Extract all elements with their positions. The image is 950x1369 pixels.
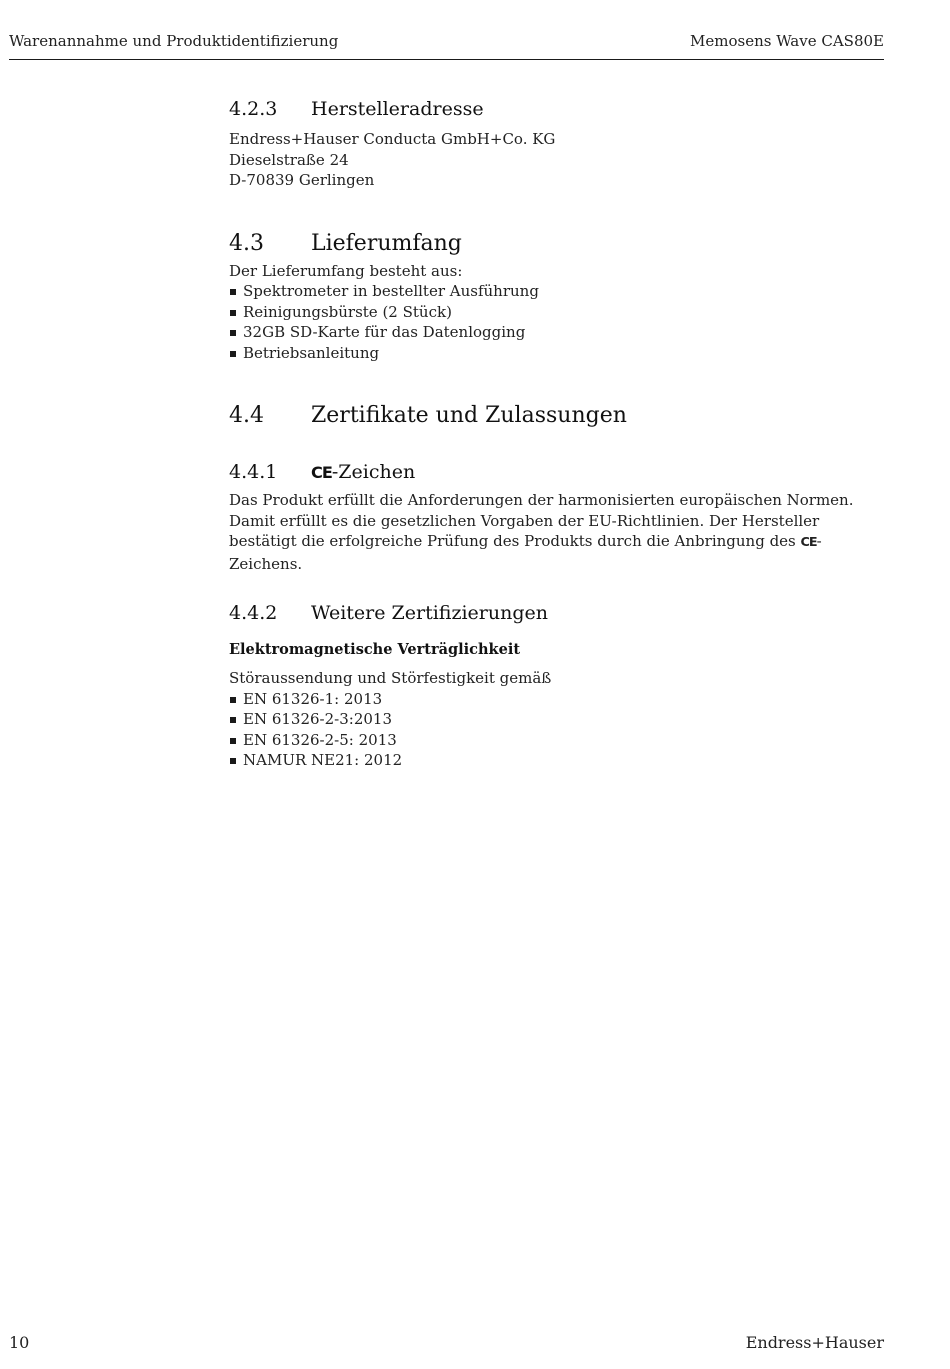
- footer-brand: Endress+Hauser: [745, 1333, 884, 1352]
- address-line-street: Dieselstraße 24: [229, 150, 349, 169]
- list-item: Spektrometer in bestellter Ausführung: [229, 281, 884, 302]
- ce-mark-icon: CE: [800, 535, 817, 550]
- standards-list: [229, 689, 884, 771]
- ce-mark-icon: CE: [311, 463, 332, 482]
- list-item: Betriebsanleitung: [229, 343, 884, 364]
- address-line-company: Endress+Hauser Conducta GmbH+Co. KG: [229, 130, 556, 148]
- subheading-emc: Elektromagnetische Verträglichkeit: [229, 641, 521, 658]
- section-heading-4-2-3: [229, 96, 884, 122]
- header-chapter-title: Warenannahme und Produktidentifizierung: [9, 32, 339, 50]
- section-number: 4.4.2: [229, 602, 278, 624]
- ce-paragraph-end: -Zeichens.: [229, 532, 822, 573]
- section-heading-4-4: [229, 401, 884, 431]
- page-content: [229, 96, 884, 771]
- address-line-city: D-70839 Gerlingen: [229, 171, 375, 189]
- section-title: Zertifikate und Zulassungen: [311, 403, 627, 428]
- section-heading-4-4-1: [229, 459, 884, 486]
- section-heading-4-3: [229, 229, 884, 259]
- delivery-list: [229, 281, 884, 363]
- section-number: 4.2.3: [229, 98, 278, 120]
- ce-paragraph-text: Das Produkt erfüllt die Anforderungen der harmonisierten europäischen Normen. Damit erfüllt es die gesetzlichen Vorgaben der EU-Richtlinien. Der Hersteller bestätigt die erfolgreiche Prüfung des Produkts durch die Anbringung des: [229, 491, 854, 550]
- page-number: 10: [9, 1333, 30, 1352]
- section-heading-4-4-2: [229, 600, 884, 626]
- list-item: 32GB SD-Karte für das Datenlogging: [229, 322, 884, 343]
- delivery-intro: Der Lieferumfang besteht aus:: [229, 261, 463, 280]
- section-title: Lieferumfang: [311, 230, 462, 256]
- list-item: NAMUR NE21: 2012: [229, 750, 884, 771]
- page-header: [9, 30, 884, 60]
- section-title: Weitere Zertifizierungen: [311, 602, 548, 624]
- list-item: EN 61326-2-3:2013: [229, 709, 884, 730]
- section-title: [311, 459, 415, 486]
- list-item: Reinigungsbürste (2 Stück): [229, 302, 884, 323]
- list-item: EN 61326-1: 2013: [229, 689, 884, 710]
- section-number: 4.4.1: [229, 461, 278, 483]
- section-title-suffix: -Zeichen: [331, 461, 416, 483]
- address-block: [229, 129, 884, 191]
- list-item: EN 61326-2-5: 2013: [229, 730, 884, 751]
- section-title: Herstelleradresse: [311, 98, 484, 120]
- emc-intro: Störaussendung und Störfestigkeit gemäß: [229, 669, 552, 687]
- section-number: 4.3: [229, 230, 264, 256]
- ce-paragraph: [229, 490, 884, 574]
- header-product-name: Memosens Wave CAS80E: [690, 32, 884, 50]
- section-number: 4.4: [229, 403, 264, 428]
